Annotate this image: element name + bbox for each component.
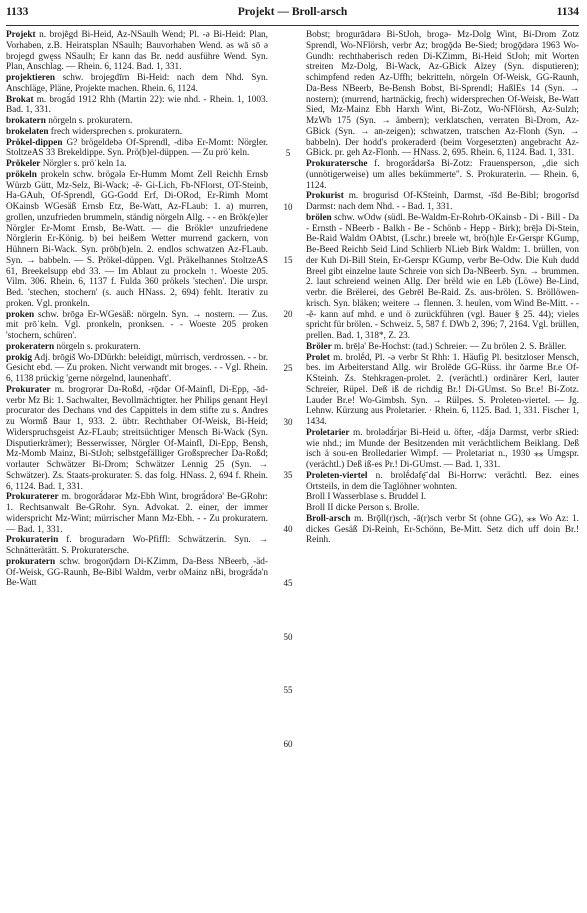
dictionary-entry: [6, 342, 268, 353]
entry-text: n. brolḗdəfę̄ˈdəl Bi-Horrw: verächtl. Bez. eines Ortsteils, in dem die Taglöhner wohnten.: [306, 470, 579, 492]
entry-text: m. brogā́d 1912 Rhh (Martin 22): wie nhd. - Rhein. 1, 1003. Bad. 1, 331.: [6, 94, 268, 116]
entry-lemma: brokatern: [6, 116, 46, 126]
entry-text: Broll II dicke Person s. Brolle.: [306, 503, 420, 513]
line-number: 15: [283, 255, 293, 266]
running-title: Projekt — Broll-arsch: [237, 6, 348, 18]
entry-lemma: Prokurist: [306, 191, 344, 202]
dictionary-entry: [6, 492, 268, 535]
entry-text: m. brogorā́dərər Mz-Ebh Wint, brogrā́dorə' Be-GRohr: 1. Rechtsanwalt Be-GRohr. Syn. Advokat. 2. einer, der immer widerspricht Mz-Wint; mürrischer Mann Mz-Ebh. - - Zu prokuratern. — Bad. 1, 331.: [6, 492, 268, 535]
entry-lemma: Prokuraterer: [6, 492, 59, 503]
entry-lemma: Bröler: [306, 341, 332, 352]
entry-text: nörgeln s. prokuratern.: [54, 341, 141, 352]
entry-text: Bobst; brogurā́dərə Bi-StJoh, brogə- Mz-Dolg Wint, Bi-Drom Zotz Sprendl, Wo-NFlörsh, verbr Az; brogǭdə Be-Sied; brogǭdərə 1963 Wo-Gundh: rechthaberisch reden Di-KZimm, Bi-Heid StJoh; mit Worten streiten Mz-Dolg, Bi-Wack, Az-GBick Alzey (Syn. disputieren); schimpfend reden Az-Uffh; bekritteln, nörgeln Of-Weisk, GG-Raunh, Da-Bess NBeerb, Be-Bensh Bobst, Bi-Sprendl; HaßlEs 14 (Syn. → nostern); (murrend, hartnäckig, frech) widersprechen Of-Weisk, Be-Watt Sied, Mz-Mainz Ebh Harxh Wint, Bi-Zotz, Wo-NFlörsh, Az-Sulzh; MzWb 175 (Syn. → ämbern); verklatschen, verraten Bi-Drom, Az-GBick (Syn. → an-zeigen); schwatzen, tratschen Az-Flonh (Syn. → babbeln). Der hodd's prokeraderd (beim Vorgesetzten) angebracht Az-GBick. pr. geh Az-Flonh. — HNass. 2, 695. Rhein. 6, 1124. Bad. 1, 331.: [306, 30, 579, 159]
line-number: 55: [283, 685, 293, 696]
right-page-number: 1134: [556, 6, 579, 18]
entry-text: f. brogorā́dəršə Bi-Zotz: Frauensperson, „die sich (unnötigerweise) um alles bekümmerte". S. Prokuraterin. — Rhein. 6, 1124.: [306, 159, 579, 191]
entry-text: Nörgler s. pröˈkeln 1a.: [40, 159, 127, 169]
dictionary-entry: [306, 342, 579, 353]
dictionary-entry: [306, 213, 579, 342]
entry-text: Broll I Wasserblase s. Bruddel I.: [306, 492, 427, 503]
entry-lemma: prökeln: [6, 169, 37, 180]
header-rule: [6, 25, 579, 26]
entry-text: frech widersprechen s. prokuratern.: [48, 126, 183, 137]
dictionary-entry: [6, 127, 268, 138]
dictionary-entry: [306, 492, 579, 503]
entry-text: schw. brojegdīrn Bi-Heid: nach dem Nhd. Syn. Anschläge, Pläne, Projekte machen. Rhein. 6, 1124.: [6, 73, 268, 94]
entry-text: schw. brogorǭdərn Di-KZimm, Da-Bess NBeerb, -äd- Of-Weisk, GG-Raunh, Be-Bibl Waldm, verbr oMainz nBi, brogrā́də'n Be-Watt: [6, 556, 268, 589]
line-number: 45: [283, 577, 293, 588]
dictionary-entry: [306, 471, 579, 493]
entry-lemma: Prokuratersche: [306, 159, 368, 169]
dictionary-entry: [306, 514, 579, 546]
dictionary-entry: [6, 73, 268, 95]
entry-text: prokeln schw. brögələ Er-Humm Momt Zell Reichh Ernsb Würzb Gütt, Mz-Selz, Bi-Wack; -ẽ- Gi-Lich, Fb-NFlorst, OT-Steinb, Ha-GAuh, Of-Sprendl, GG-Godd Erf, Di-ORod, Er-Rimh Momt OKainsb WGesäß Ernsb Etz, Be-Watt, Az-FLaub: 1. a) murren, grollen, unzufrieden brummeln, ständig nörgeln Allg. - - en Brök(e)ler Nörgler Er-Momt Ernsb, Be-Watt. — die Brökleⁿ unzufriedene Nörglerin Er-König. b) bei heißem Wetter murrend gackern, von Hühnern Bi-Wack. Syn. prōb(b)eln. 2. endlos schwatzen Az-FLaub. Syn. → babbeln. — S. Prökel-düppen. Vgl. Präkelhannes StoltzeAS 61, Breekelsupp ebd 33. — Im Ablaut zu prockeln ↑. Woeste 205. Vilm. 306. Rhein. 6, 1137 f. Fulda 360 prökels 'stechen'. Die urspr. Bed. 'stechen, stochern' (s. auch HNass. 2, 694) fehlt. Iterativ zu proken. Vgl. pronkeln.: [6, 169, 268, 309]
entry-text: m. brē̤lə' Be-Hochst: (tad.) Schreier. — Zu brölen 2. S. Bräller.: [331, 341, 567, 352]
line-number-gutter: [275, 30, 301, 902]
right-column: [306, 30, 579, 902]
entry-lemma: Prökel-dippen: [6, 137, 63, 148]
dictionary-entry: [6, 557, 268, 589]
dictionary-entry: [306, 159, 579, 191]
dictionary-entry: [306, 503, 579, 514]
entry-text: nörgeln s. prokuratern.: [45, 116, 133, 126]
entry-lemma: Proletarier: [306, 427, 350, 438]
entry-lemma: projektieren: [6, 73, 55, 83]
entry-text: schw. wOdw (südl. Be-Waldm-Er-Rohrb-OKainsb - Di - Bill - Da - Ernsth - NBeerb - Balkh - Be - Schönb - Hepp - Birk); brē̤lə Di-Stein, Be-Raid Waldm OAbtst, (Lschr.) breele wt, brö(h)le Er-Gerspr KGump, Be-Beed Reichb Seid Lind Schlierb NLieb Birk Waldm: 1. brüllen, von der Kuh Di-Bill Stein, Er-Gerspr KGump, verbr Be-Odw. Die Kuh dudd Breel gibt einzelne laute Schreie von sich Da-NBeerb. Syn. → brummen. 2. laut schreiend weinen Allg. Der brëld wie en Lēb (Löwe) Be-Lind, verbr. die Brëlerei, des Gebrēl Be-Raid. Zs. aus-brölen. S. Bröllöwen-krisch. Syn. bläken; weitere → flennen. 3. heulen, vom Wind Be-Mitt. - - -ẽ- kann auf mhd. e und ö zurückführen (vgl. Bauer § 25. 44); vieles spricht für brölen. - Schweiz. 5, 587 f. DWb 2, 396; 7, 2164. Vgl. brüllen, prellen. Bad. 1, 318*, Z. 23.: [306, 212, 579, 341]
line-number: 25: [283, 362, 293, 373]
entry-text: m. brolḗd, Pl. -ə verbr St Rhh: 1. Häufig Pl. besitzloser Mensch, bes. im Arbeiterstand Allg. wir Brolēde GG-Rüss. ihr ǒarme Br.e Of-KSteinh. Zs. Stehkragen-prolet. 2. (verächtl.) ordinärer Kerl, lauter Schreier, Rüpel. Deß iß de richdig Br.! Di-GUmst. So Br.e! Bi-Zotz. Lauder Br.e! Wo-Gimbsh. Syn. → Rülpes. S. Proleten-viertel. — Jg. Lehnw. Kürzung aus Proletarier. · Rhein. 6, 1125. Bad. 1, 331. Fischer 1, 1434.: [306, 352, 579, 427]
line-number: 40: [283, 524, 293, 534]
dictionary-entry: [306, 191, 579, 213]
entry-text: m. Brǭll(r)sch, -ā(r)sch verbr St (ohne GG), ⁎⁎ Wo Az: 1. dickes Gesäß Di-Reinh, Er-Schönn, Be-Mitt. Setz dich uff doin Br.! Reinh.: [306, 513, 579, 546]
dictionary-entry: [6, 535, 268, 557]
dictionary-entry: [6, 95, 268, 117]
page-header: [6, 6, 579, 22]
dictionary-entry: [306, 353, 579, 428]
dictionary-entry: [306, 428, 579, 471]
entry-lemma: Brokat: [6, 94, 34, 105]
dictionary-entry: [6, 353, 268, 385]
dictionary-entry: [6, 138, 268, 160]
entry-text: G? brögeldebə Of-Sprendl, -dibə Er-Momt: Nörgler. StoltzeAS 33 Brekeldippe. Syn. Prö(b)el-düppen. — Zu pröˈkeln.: [6, 137, 268, 159]
line-number: 50: [283, 631, 293, 642]
dictionary-entry: [6, 116, 268, 127]
entry-lemma: proken: [6, 309, 35, 320]
dictionary-entry: [6, 159, 268, 170]
line-number: 30: [283, 416, 293, 427]
entry-text: n. brojḗgd Bi-Heid, Az-NSaulh Wend; Pl. -ə Bi-Heid: Plan, Vorhaben, z.B. Heiratsplan NSaulh; Bauvorhaben Wend. əs wā sō ə brojegd gwęss NSaulh; Er kann das Br. nedd ausführe Wend. Syn. Plan, Anschlag. — Rhein. 6, 1124. Bad. 1, 331.: [6, 30, 268, 73]
dictionary-entry: [306, 30, 579, 159]
entry-text: schw. brōgə Er-WGesäß: nörgeln. Syn. → nostern. — Zus. mit prōˈkeln. Vgl. pronkeln, pronksen. - - Woeste 205 proken 'stochern, schüren'.: [6, 309, 268, 341]
left-page-number: 1133: [6, 6, 29, 18]
dictionary-entry: [6, 310, 268, 342]
line-number: 20: [283, 309, 293, 319]
line-number: 35: [283, 470, 293, 481]
dictionary-entry: [6, 385, 268, 493]
entry-lemma: Prokurater: [6, 384, 51, 395]
entry-lemma: Prolet: [306, 352, 330, 363]
entry-lemma: Projekt: [6, 30, 36, 40]
entry-text: m. brolədā́rjər Bi-Heid u. öfter, -dā́jə Darmst, verbr sRied: wie nhd.; im Munde der Besitzenden mit verächtlichem Beiklang. Deß isch ä sou-en Brolledarier Wimpf. — Proletariat n., 1930 ⁎⁎ Umgspr. (verächtl.) Deß iß-es Pr.! Di-GUmst. — Bad. 1, 331.: [306, 427, 579, 470]
entry-text: Adj. brōgiš Wo-DDürkh: beleidigt, mürrisch, verdrossen. - - br. Gesicht ebd. — Zu proken. Nicht verwandt mit broges. - - Vgl. Rhein. 6, 1138 prückig 'gerne nörgelnd, launenhaft'.: [6, 352, 268, 384]
line-number: 60: [283, 739, 293, 749]
entry-lemma: prokeratern: [6, 341, 55, 352]
line-number: 5: [285, 147, 291, 158]
entry-lemma: brölen: [306, 212, 332, 223]
entry-text: m. brogurisd Of-KSteinh, Darmst, -īšd Be-Bibl; brogorīsd Darmst: nach dem Nhd. - - Bad. 1, 331.: [306, 191, 579, 212]
entry-lemma: Prokuraterin: [6, 535, 59, 546]
line-number: 10: [283, 201, 293, 212]
entry-lemma: Prökeler: [6, 159, 41, 169]
left-column: [6, 30, 268, 902]
entry-lemma: prokig: [6, 352, 33, 363]
entry-text: f. broguradərn Wo-Pfiffl: Schwätzerin. Syn. → Schnätterätätt. S. Prokuratersche.: [6, 535, 268, 556]
entry-lemma: prokuratern: [6, 556, 56, 567]
entry-text: m. brogrọrər Da-Roßd, -rǭdər Of-Mainfl, Di-Epp, -ād- verbr Mz Bi: 1. Sachwalter, Bevollmächtigter. her Philips genant Heyl procurator des Dechans vnd des Cappittels in dem stifte zu s. Andres zu Wormß Baur 1, 933. 2. übtr. Rechthaber Of-Weisk, Bi-Heid; Widerspruchsgeist Az-FLaub; streitsüchtiger Mensch Bi-Wack (Syn. Disputierkrämer); Besserwisser, Nörgler Of-Mainfl, Di-Epp, Bensh, Mz-Momb Mainz, Bi-StJoh; selbstgefälliger Großsprecher Da-Roßd; vorlauter Schwätzer Bi-Drom; Schwätzer Lennig 25 (Syn. → Schwätzer). Zs. Staats-prokurater. S. das folg. HNass. 2, 694 f. Rhein. 6, 1124. Bad. 1, 331.: [6, 384, 268, 492]
dictionary-entry: [6, 170, 268, 310]
entry-lemma: Broll-arsch: [306, 513, 351, 524]
entry-lemma: brokelaten: [6, 126, 49, 137]
dictionary-entry: [6, 30, 268, 73]
entry-lemma: Proleten-viertel: [306, 470, 368, 481]
